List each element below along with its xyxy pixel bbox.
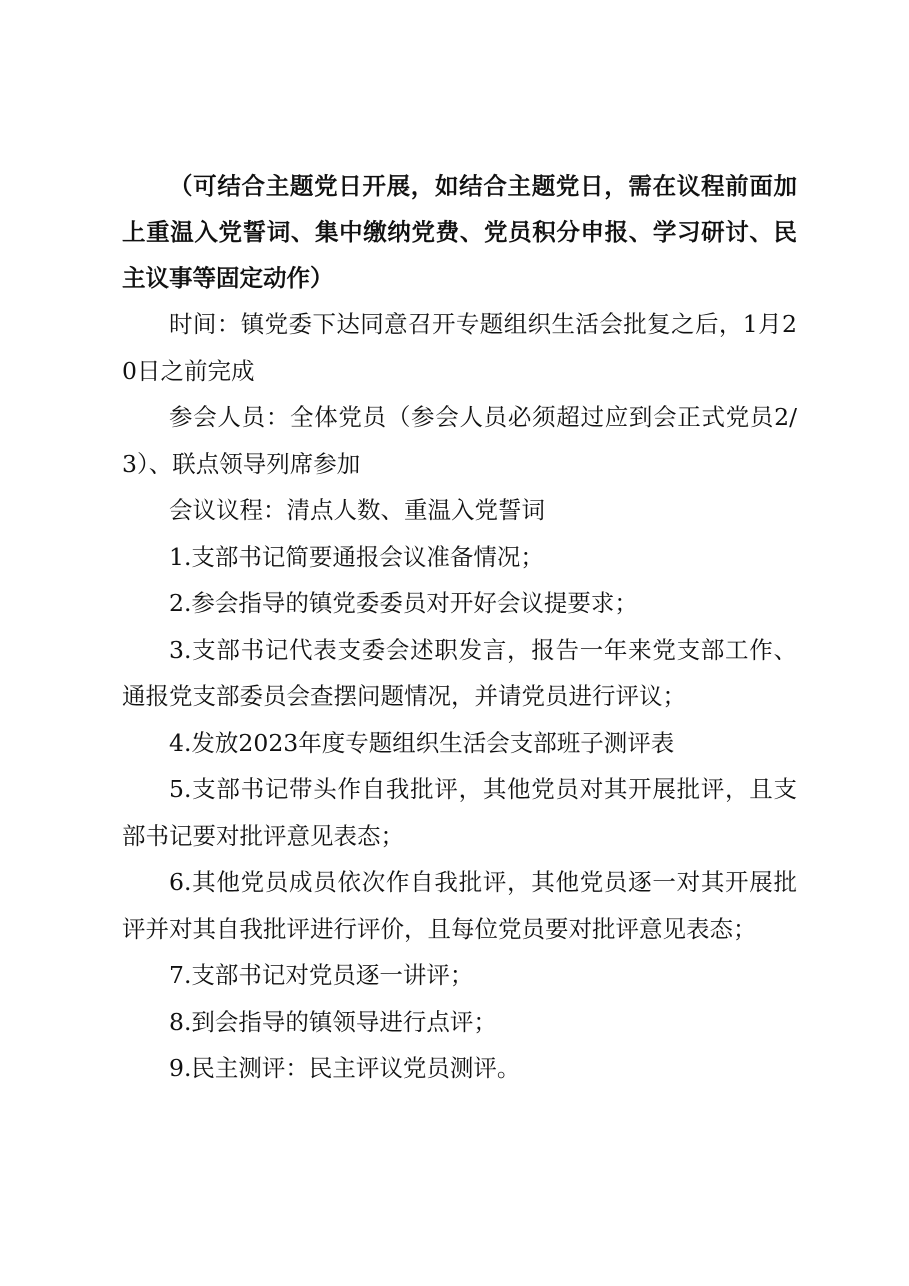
agenda-item: 1.支部书记简要通报会议准备情况； [169,542,544,571]
agenda-item: 6.其他党员成员依次作自我批评，其他党员逐一对其开展批评并对其自我批评进行评价，且每位党员要对批评意见表态； [122,868,797,943]
meeting-attendees: 参会人员：全体党员（参会人员必须超过应到会正式党员2/3）、联点领导列席参加 [122,403,797,478]
document-body [122,163,797,1092]
agenda-item: 4.发放2023年度专题组织生活会支部班子测评表 [169,728,675,757]
agenda-intro: 会议议程：清点人数、重温入党誓词 [169,496,545,524]
agenda-item: 5.支部书记带头作自我批评，其他党员对其开展批评，且支部书记要对批评意见表态； [122,775,797,850]
agenda-item: 9.民主测评：民主评议党员测评。 [169,1054,521,1082]
agenda-item: 8.到会指导的镇领导进行点评； [169,1007,497,1036]
meeting-time: 时间：镇党委下达同意召开专题组织生活会批复之后，1月20日之前完成 [122,310,797,385]
agenda-item: 3.支部书记代表支委会述职发言，报告一年来党支部工作、通报党支部委员会查摆问题情况，并请党员进行评议； [122,635,797,710]
agenda-item: 7.支部书记对党员逐一讲评； [169,961,474,989]
agenda-item: 2.参会指导的镇党委委员对开好会议提要求； [169,589,638,617]
instruction-note: （可结合主题党日开展，如结合主题党日，需在议程前面加上重温入党誓词、集中缴纳党费、党员积分申报、学习研讨、民主议事等固定动作） [122,172,797,292]
